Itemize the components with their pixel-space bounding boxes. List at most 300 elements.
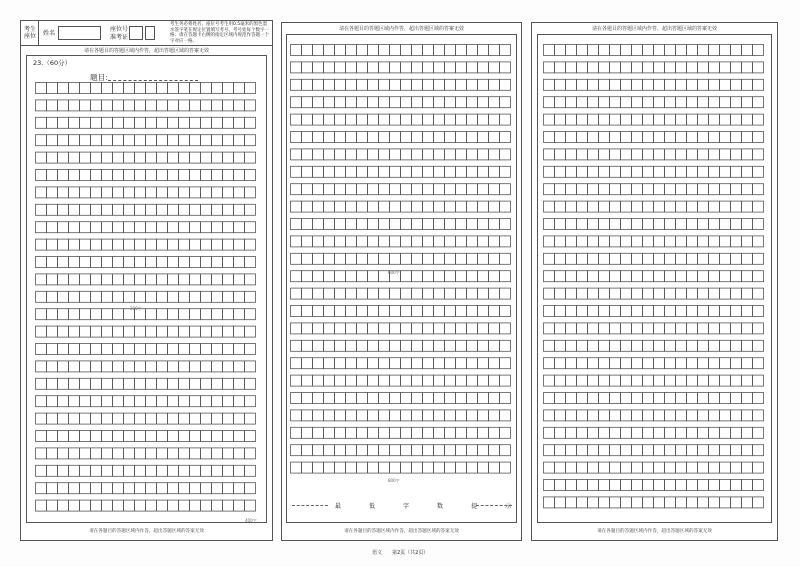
grid-cell[interactable] (654, 480, 665, 491)
grid-cell[interactable] (676, 393, 687, 404)
grid-cell[interactable] (113, 431, 124, 442)
grid-cell[interactable] (335, 253, 346, 264)
grid-cell[interactable] (69, 361, 80, 372)
grid-cell[interactable] (720, 166, 731, 177)
grid-cell[interactable] (113, 152, 124, 163)
grid-cell[interactable] (654, 306, 665, 317)
grid-cell[interactable] (566, 132, 577, 143)
grid-cell[interactable] (135, 291, 146, 302)
grid-cell[interactable] (434, 97, 445, 108)
grid-cell[interactable] (313, 114, 324, 125)
grid-cell[interactable] (445, 393, 456, 404)
grid-cell[interactable] (412, 114, 423, 125)
grid-cell[interactable] (368, 149, 379, 160)
grid-cell[interactable] (742, 323, 753, 334)
grid-cell[interactable] (58, 204, 69, 215)
grid-cell[interactable] (577, 410, 588, 421)
grid-cell[interactable] (102, 431, 113, 442)
grid-cell[interactable] (742, 271, 753, 282)
grid-cell[interactable] (234, 448, 245, 459)
grid-cell[interactable] (69, 239, 80, 250)
grid-cell[interactable] (577, 62, 588, 73)
right-writing-grid[interactable] (543, 44, 767, 518)
grid-cell[interactable] (621, 201, 632, 212)
grid-cell[interactable] (731, 306, 742, 317)
grid-cell[interactable] (753, 201, 764, 212)
grid-cell[interactable] (368, 97, 379, 108)
grid-cell[interactable] (500, 149, 511, 160)
grid-cell[interactable] (401, 288, 412, 299)
grid-cell[interactable] (698, 323, 709, 334)
grid-cell[interactable] (102, 222, 113, 233)
grid-cell[interactable] (555, 427, 566, 438)
grid-cell[interactable] (632, 219, 643, 230)
grid-cell[interactable] (157, 100, 168, 111)
grid-cell[interactable] (687, 62, 698, 73)
grid-cell[interactable] (102, 500, 113, 511)
grid-cell[interactable] (709, 375, 720, 386)
grid-cell[interactable] (566, 393, 577, 404)
grid-cell[interactable] (302, 427, 313, 438)
grid-cell[interactable] (742, 497, 753, 508)
grid-cell[interactable] (742, 45, 753, 56)
grid-cell[interactable] (555, 480, 566, 491)
grid-cell[interactable] (390, 393, 401, 404)
grid-cell[interactable] (390, 427, 401, 438)
grid-cell[interactable] (621, 323, 632, 334)
grid-cell[interactable] (720, 114, 731, 125)
grid-cell[interactable] (335, 132, 346, 143)
grid-cell[interactable] (58, 309, 69, 320)
grid-cell[interactable] (423, 253, 434, 264)
grid-cell[interactable] (168, 152, 179, 163)
grid-cell[interactable] (146, 291, 157, 302)
grid-cell[interactable] (302, 306, 313, 317)
grid-cell[interactable] (91, 274, 102, 285)
grid-cell[interactable] (599, 114, 610, 125)
grid-cell[interactable] (69, 100, 80, 111)
grid-cell[interactable] (445, 219, 456, 230)
grid-cell[interactable] (423, 62, 434, 73)
grid-cell[interactable] (610, 97, 621, 108)
grid-cell[interactable] (489, 97, 500, 108)
grid-cell[interactable] (168, 483, 179, 494)
grid-cell[interactable] (335, 306, 346, 317)
grid-cell[interactable] (201, 448, 212, 459)
grid-cell[interactable] (731, 288, 742, 299)
grid-cell[interactable] (179, 204, 190, 215)
grid-cell[interactable] (599, 306, 610, 317)
grid-cell[interactable] (190, 309, 201, 320)
grid-cell[interactable] (478, 219, 489, 230)
grid-cell[interactable] (467, 393, 478, 404)
grid-cell[interactable] (80, 100, 91, 111)
grid-cell[interactable] (212, 396, 223, 407)
grid-cell[interactable] (654, 132, 665, 143)
grid-cell[interactable] (720, 149, 731, 160)
grid-cell[interactable] (357, 97, 368, 108)
grid-cell[interactable] (577, 45, 588, 56)
grid-cell[interactable] (566, 480, 577, 491)
grid-cell[interactable] (665, 306, 676, 317)
grid-cell[interactable] (698, 62, 709, 73)
grid-cell[interactable] (599, 219, 610, 230)
grid-cell[interactable] (324, 79, 335, 90)
grid-cell[interactable] (80, 309, 91, 320)
grid-cell[interactable] (742, 393, 753, 404)
grid-cell[interactable] (135, 326, 146, 337)
grid-cell[interactable] (212, 170, 223, 181)
grid-cell[interactable] (643, 323, 654, 334)
grid-cell[interactable] (478, 288, 489, 299)
grid-cell[interactable] (731, 375, 742, 386)
grid-cell[interactable] (720, 306, 731, 317)
grid-cell[interactable] (753, 375, 764, 386)
grid-cell[interactable] (146, 204, 157, 215)
grid-cell[interactable] (412, 79, 423, 90)
grid-cell[interactable] (379, 45, 390, 56)
grid-cell[interactable] (302, 462, 313, 473)
grid-cell[interactable] (379, 358, 390, 369)
grid-cell[interactable] (412, 393, 423, 404)
grid-cell[interactable] (379, 184, 390, 195)
grid-cell[interactable] (632, 97, 643, 108)
grid-cell[interactable] (544, 166, 555, 177)
grid-cell[interactable] (357, 393, 368, 404)
grid-cell[interactable] (456, 184, 467, 195)
grid-cell[interactable] (47, 100, 58, 111)
grid-cell[interactable] (379, 219, 390, 230)
grid-cell[interactable] (489, 166, 500, 177)
grid-cell[interactable] (687, 358, 698, 369)
grid-cell[interactable] (335, 375, 346, 386)
grid-cell[interactable] (588, 323, 599, 334)
grid-cell[interactable] (313, 427, 324, 438)
grid-cell[interactable] (401, 393, 412, 404)
grid-cell[interactable] (698, 427, 709, 438)
grid-cell[interactable] (698, 149, 709, 160)
grid-cell[interactable] (555, 323, 566, 334)
grid-cell[interactable] (223, 326, 234, 337)
grid-cell[interactable] (753, 253, 764, 264)
grid-cell[interactable] (47, 291, 58, 302)
grid-cell[interactable] (291, 219, 302, 230)
grid-cell[interactable] (445, 358, 456, 369)
grid-cell[interactable] (102, 257, 113, 268)
grid-cell[interactable] (478, 306, 489, 317)
grid-cell[interactable] (223, 83, 234, 94)
grid-cell[interactable] (676, 323, 687, 334)
grid-cell[interactable] (753, 306, 764, 317)
grid-cell[interactable] (245, 361, 256, 372)
grid-cell[interactable] (478, 462, 489, 473)
grid-cell[interactable] (720, 271, 731, 282)
grid-cell[interactable] (588, 271, 599, 282)
grid-cell[interactable] (245, 291, 256, 302)
grid-cell[interactable] (80, 135, 91, 146)
grid-cell[interactable] (544, 306, 555, 317)
grid-cell[interactable] (357, 253, 368, 264)
grid-cell[interactable] (313, 288, 324, 299)
grid-cell[interactable] (146, 100, 157, 111)
grid-cell[interactable] (113, 135, 124, 146)
topic-line[interactable] (108, 80, 198, 81)
grid-cell[interactable] (478, 427, 489, 438)
grid-cell[interactable] (357, 201, 368, 212)
grid-cell[interactable] (179, 222, 190, 233)
grid-cell[interactable] (69, 257, 80, 268)
grid-cell[interactable] (599, 462, 610, 473)
grid-cell[interactable] (245, 83, 256, 94)
grid-cell[interactable] (80, 344, 91, 355)
grid-cell[interactable] (124, 204, 135, 215)
grid-cell[interactable] (168, 344, 179, 355)
grid-cell[interactable] (135, 483, 146, 494)
grid-cell[interactable] (245, 152, 256, 163)
grid-cell[interactable] (234, 187, 245, 198)
grid-cell[interactable] (478, 114, 489, 125)
grid-cell[interactable] (212, 83, 223, 94)
grid-cell[interactable] (357, 236, 368, 247)
grid-cell[interactable] (157, 309, 168, 320)
grid-cell[interactable] (423, 79, 434, 90)
grid-cell[interactable] (577, 79, 588, 90)
grid-cell[interactable] (731, 132, 742, 143)
grid-cell[interactable] (223, 100, 234, 111)
grid-cell[interactable] (234, 465, 245, 476)
grid-cell[interactable] (113, 100, 124, 111)
grid-cell[interactable] (621, 97, 632, 108)
grid-cell[interactable] (346, 97, 357, 108)
grid-cell[interactable] (445, 271, 456, 282)
grid-cell[interactable] (368, 114, 379, 125)
grid-cell[interactable] (445, 462, 456, 473)
grid-cell[interactable] (720, 393, 731, 404)
grid-cell[interactable] (456, 236, 467, 247)
grid-cell[interactable] (291, 445, 302, 456)
grid-cell[interactable] (500, 462, 511, 473)
grid-cell[interactable] (146, 361, 157, 372)
grid-cell[interactable] (599, 323, 610, 334)
grid-cell[interactable] (401, 79, 412, 90)
grid-cell[interactable] (610, 393, 621, 404)
grid-cell[interactable] (676, 45, 687, 56)
grid-cell[interactable] (80, 239, 91, 250)
grid-cell[interactable] (544, 375, 555, 386)
grid-cell[interactable] (423, 393, 434, 404)
grid-cell[interactable] (223, 152, 234, 163)
grid-cell[interactable] (555, 410, 566, 421)
grid-cell[interactable] (401, 306, 412, 317)
grid-cell[interactable] (456, 393, 467, 404)
grid-cell[interactable] (157, 378, 168, 389)
grid-cell[interactable] (124, 100, 135, 111)
grid-cell[interactable] (113, 83, 124, 94)
middle-writing-grid[interactable] (290, 44, 514, 480)
grid-cell[interactable] (357, 410, 368, 421)
grid-cell[interactable] (742, 114, 753, 125)
grid-cell[interactable] (544, 358, 555, 369)
grid-cell[interactable] (423, 184, 434, 195)
grid-cell[interactable] (179, 413, 190, 424)
grid-cell[interactable] (80, 378, 91, 389)
grid-cell[interactable] (47, 326, 58, 337)
grid-cell[interactable] (720, 375, 731, 386)
grid-cell[interactable] (720, 480, 731, 491)
grid-cell[interactable] (190, 431, 201, 442)
grid-cell[interactable] (190, 500, 201, 511)
grid-cell[interactable] (709, 45, 720, 56)
grid-cell[interactable] (335, 358, 346, 369)
grid-cell[interactable] (709, 97, 720, 108)
grid-cell[interactable] (146, 239, 157, 250)
grid-cell[interactable] (742, 149, 753, 160)
grid-cell[interactable] (610, 480, 621, 491)
grid-cell[interactable] (223, 396, 234, 407)
grid-cell[interactable] (467, 445, 478, 456)
grid-cell[interactable] (124, 500, 135, 511)
grid-cell[interactable] (720, 62, 731, 73)
grid-cell[interactable] (223, 431, 234, 442)
grid-cell[interactable] (201, 500, 212, 511)
grid-cell[interactable] (245, 448, 256, 459)
grid-cell[interactable] (698, 236, 709, 247)
grid-cell[interactable] (212, 361, 223, 372)
grid-cell[interactable] (434, 149, 445, 160)
grid-cell[interactable] (113, 309, 124, 320)
grid-cell[interactable] (720, 97, 731, 108)
grid-cell[interactable] (577, 236, 588, 247)
grid-cell[interactable] (223, 309, 234, 320)
grid-cell[interactable] (698, 480, 709, 491)
grid-cell[interactable] (135, 100, 146, 111)
grid-cell[interactable] (423, 132, 434, 143)
grid-cell[interactable] (588, 149, 599, 160)
grid-cell[interactable] (456, 462, 467, 473)
grid-cell[interactable] (47, 83, 58, 94)
grid-cell[interactable] (610, 236, 621, 247)
grid-cell[interactable] (313, 184, 324, 195)
grid-cell[interactable] (390, 219, 401, 230)
grid-cell[interactable] (124, 344, 135, 355)
grid-cell[interactable] (58, 257, 69, 268)
grid-cell[interactable] (302, 236, 313, 247)
grid-cell[interactable] (401, 427, 412, 438)
grid-cell[interactable] (234, 239, 245, 250)
grid-cell[interactable] (731, 497, 742, 508)
grid-cell[interactable] (423, 375, 434, 386)
grid-cell[interactable] (720, 219, 731, 230)
grid-cell[interactable] (201, 187, 212, 198)
grid-cell[interactable] (577, 288, 588, 299)
grid-cell[interactable] (58, 361, 69, 372)
grid-cell[interactable] (544, 410, 555, 421)
grid-cell[interactable] (179, 117, 190, 128)
grid-cell[interactable] (610, 62, 621, 73)
grid-cell[interactable] (478, 323, 489, 334)
grid-cell[interactable] (632, 253, 643, 264)
grid-cell[interactable] (291, 306, 302, 317)
grid-cell[interactable] (709, 445, 720, 456)
grid-cell[interactable] (135, 83, 146, 94)
grid-cell[interactable] (709, 184, 720, 195)
grid-cell[interactable] (201, 100, 212, 111)
grid-cell[interactable] (434, 288, 445, 299)
grid-cell[interactable] (324, 166, 335, 177)
grid-cell[interactable] (379, 132, 390, 143)
grid-cell[interactable] (124, 222, 135, 233)
grid-cell[interactable] (223, 222, 234, 233)
grid-cell[interactable] (168, 222, 179, 233)
grid-cell[interactable] (566, 184, 577, 195)
grid-cell[interactable] (390, 166, 401, 177)
grid-cell[interactable] (632, 427, 643, 438)
grid-cell[interactable] (135, 413, 146, 424)
grid-cell[interactable] (445, 410, 456, 421)
grid-cell[interactable] (434, 62, 445, 73)
grid-cell[interactable] (621, 410, 632, 421)
grid-cell[interactable] (168, 326, 179, 337)
grid-cell[interactable] (201, 170, 212, 181)
grid-cell[interactable] (478, 445, 489, 456)
grid-cell[interactable] (555, 184, 566, 195)
grid-cell[interactable] (313, 340, 324, 351)
grid-cell[interactable] (146, 117, 157, 128)
grid-cell[interactable] (401, 271, 412, 282)
grid-cell[interactable] (157, 257, 168, 268)
grid-cell[interactable] (731, 184, 742, 195)
grid-cell[interactable] (212, 431, 223, 442)
grid-cell[interactable] (610, 114, 621, 125)
grid-cell[interactable] (113, 396, 124, 407)
grid-cell[interactable] (91, 117, 102, 128)
grid-cell[interactable] (632, 236, 643, 247)
grid-cell[interactable] (434, 219, 445, 230)
grid-cell[interactable] (313, 271, 324, 282)
grid-cell[interactable] (80, 448, 91, 459)
grid-cell[interactable] (113, 274, 124, 285)
grid-cell[interactable] (687, 219, 698, 230)
grid-cell[interactable] (146, 465, 157, 476)
grid-cell[interactable] (720, 184, 731, 195)
grid-cell[interactable] (168, 204, 179, 215)
grid-cell[interactable] (456, 375, 467, 386)
grid-cell[interactable] (368, 201, 379, 212)
grid-cell[interactable] (69, 326, 80, 337)
grid-cell[interactable] (599, 149, 610, 160)
grid-cell[interactable] (610, 166, 621, 177)
grid-cell[interactable] (401, 114, 412, 125)
grid-cell[interactable] (665, 462, 676, 473)
grid-cell[interactable] (544, 97, 555, 108)
grid-cell[interactable] (234, 431, 245, 442)
grid-cell[interactable] (234, 500, 245, 511)
grid-cell[interactable] (58, 187, 69, 198)
grid-cell[interactable] (456, 288, 467, 299)
grid-cell[interactable] (179, 483, 190, 494)
grid-cell[interactable] (467, 340, 478, 351)
grid-cell[interactable] (234, 117, 245, 128)
grid-cell[interactable] (555, 149, 566, 160)
grid-cell[interactable] (676, 358, 687, 369)
grid-cell[interactable] (357, 271, 368, 282)
grid-cell[interactable] (245, 483, 256, 494)
grid-cell[interactable] (500, 219, 511, 230)
grid-cell[interactable] (412, 410, 423, 421)
grid-cell[interactable] (621, 219, 632, 230)
grid-cell[interactable] (687, 410, 698, 421)
grid-cell[interactable] (544, 271, 555, 282)
